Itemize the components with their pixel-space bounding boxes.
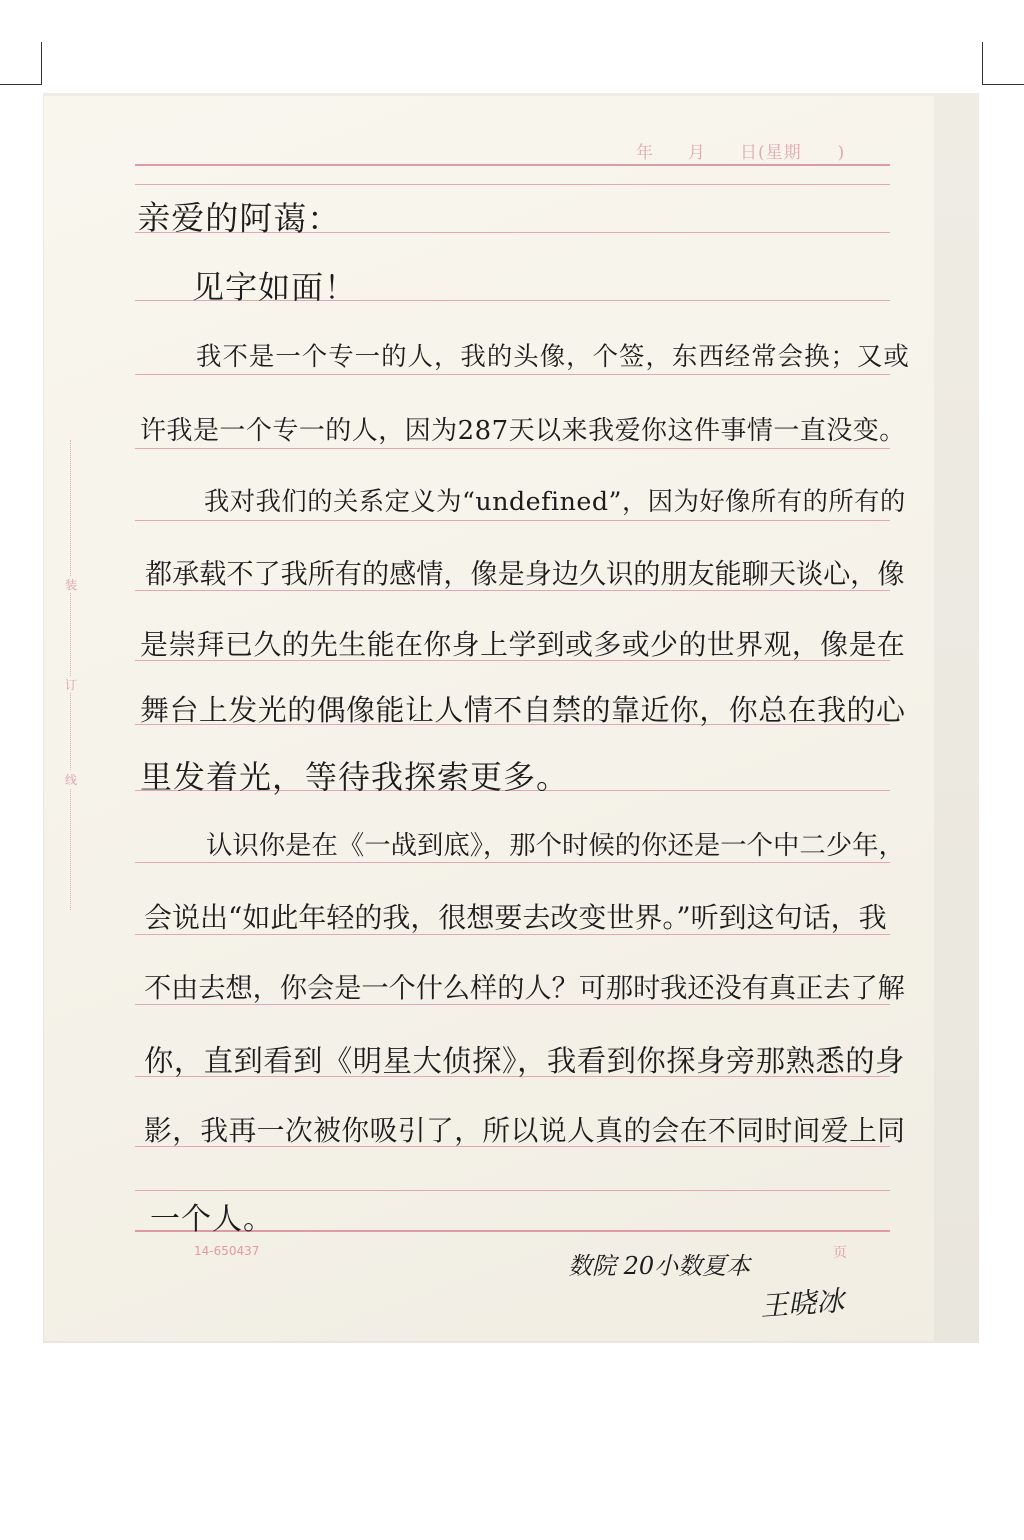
signature-name: 王晓冰 xyxy=(759,1284,846,1323)
letter-line: 一个人。 xyxy=(150,1202,274,1237)
letter-line: 影，我再一次被你吸引了，所以说人真的会在不同时间爱上同 xyxy=(144,1114,906,1147)
date-month-label: 月 xyxy=(688,143,706,163)
ruled-line xyxy=(135,520,890,521)
page-label: 页 xyxy=(833,1245,847,1261)
ruled-line xyxy=(135,1190,890,1191)
crop-mark-top-right-horizontal xyxy=(982,84,1024,85)
ruled-line xyxy=(135,862,890,863)
crop-mark-top-right-vertical xyxy=(982,42,983,85)
letter-line: 你，直到看到《明星大侦探》，我看到你探身旁那熟悉的身 xyxy=(144,1044,905,1078)
letter-line: 都承载不了我所有的感情，像是身边久识的朋友能聊天谈心，像 xyxy=(145,559,905,590)
date-day-week-label: 日(星期 ) xyxy=(740,143,846,163)
crop-mark-top-left-horizontal xyxy=(0,84,42,85)
date-year-label: 年 xyxy=(636,143,654,163)
signature-line-1: 数院 20小数夏本 xyxy=(568,1252,751,1280)
letter-line: 舞台上发光的偶像能让人情不自禁的靠近你，你总在我的心 xyxy=(140,693,906,727)
letter-line: 认识你是在《一战到底》，那个时候的你还是一个中二少年， xyxy=(206,831,905,861)
letter-line: 我不是一个专一的人，我的头像，个签，东西经常会换；又或 xyxy=(196,341,910,371)
ruled-line xyxy=(135,184,890,185)
binding-char: 线 xyxy=(64,773,77,787)
ruled-line xyxy=(135,164,890,166)
binding-guide-line xyxy=(70,440,71,910)
letter-line: 是崇拜已久的先生能在你身上学到或多或少的世界观，像是在 xyxy=(140,628,906,661)
binding-char: 订 xyxy=(64,678,77,692)
crop-mark-top-left-vertical xyxy=(41,42,42,85)
letter-line: 不由去想，你会是一个什么样的人？可那时我还没有真正去了解 xyxy=(144,973,905,1004)
paper-code: 14-650437 xyxy=(194,1244,260,1258)
binding-char: 装 xyxy=(64,578,77,592)
date-header xyxy=(636,138,845,163)
letter-greeting: 见字如面！ xyxy=(192,268,358,307)
letter-salutation: 亲爱的阿蔼： xyxy=(137,198,342,239)
letter-line: 会说出“如此年轻的我，很想要去改变世界。”听到这句话，我 xyxy=(144,901,887,934)
ruled-line xyxy=(135,374,890,375)
letter-line: 许我是一个专一的人，因为287天以来我爱你这件事情一直没变。 xyxy=(140,416,906,446)
letter-line: 我对我们的关系定义为“undefined”，因为好像所有的所有的 xyxy=(204,487,906,516)
ruled-line xyxy=(135,448,890,449)
letter-line: 里发着光，等待我探索更多。 xyxy=(140,758,570,796)
